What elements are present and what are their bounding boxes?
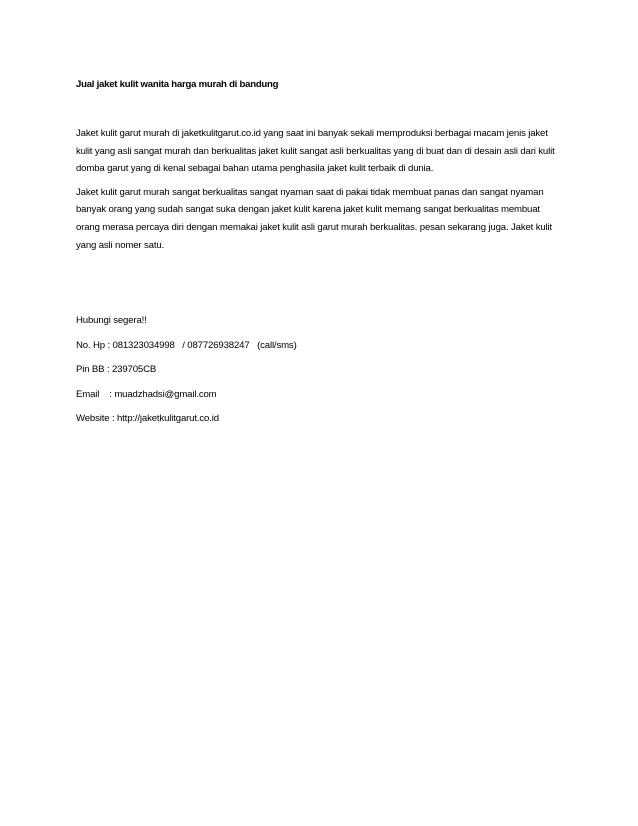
paragraph-quality: Jaket kulit garut murah sangat berkualitas sangat nyaman saat di pakai tidak membuat panas dan sangat nyaman banyak orang yang sudah sangat suka dengan jaket kulit karena jaket kulit memang sangat berkualitas membuat orang merasa percaya diri dengan memakai jaket kulit asli garut murah berkualitas. pesan sekarang juga. Jaket kulit yang asli nomer satu. [76, 186, 553, 251]
contact-phone: No. Hp : 081323034998 / 087726938247 (call/sms) [76, 339, 297, 351]
contact-email: Email : muadzhadsi@gmail.com [76, 388, 217, 400]
paragraph-intro: Jaket kulit garut murah di jaketkulitgarut.co.id yang saat ini banyak sekali memproduksi berbagai macam jenis jaket kulit yang asli sangat murah dan berkualitas jaket kulit sangat asli berkualitas yang di buat dan di desain asli dari kulit domba garut yang di kenal sebagai bahan utama penghasila jaket kulit terbaik di dunia. [76, 128, 555, 175]
contact-heading: Hubungi segera!! [76, 315, 147, 327]
document-title: Jual jaket kulit wanita harga murah di bandung [76, 79, 279, 90]
contact-section [76, 314, 566, 425]
contact-pin-bb: Pin BB : 239705CB [76, 364, 157, 376]
document-body [76, 78, 566, 437]
contact-website: Website : http://jaketkulitgarut.co.id [76, 413, 219, 425]
